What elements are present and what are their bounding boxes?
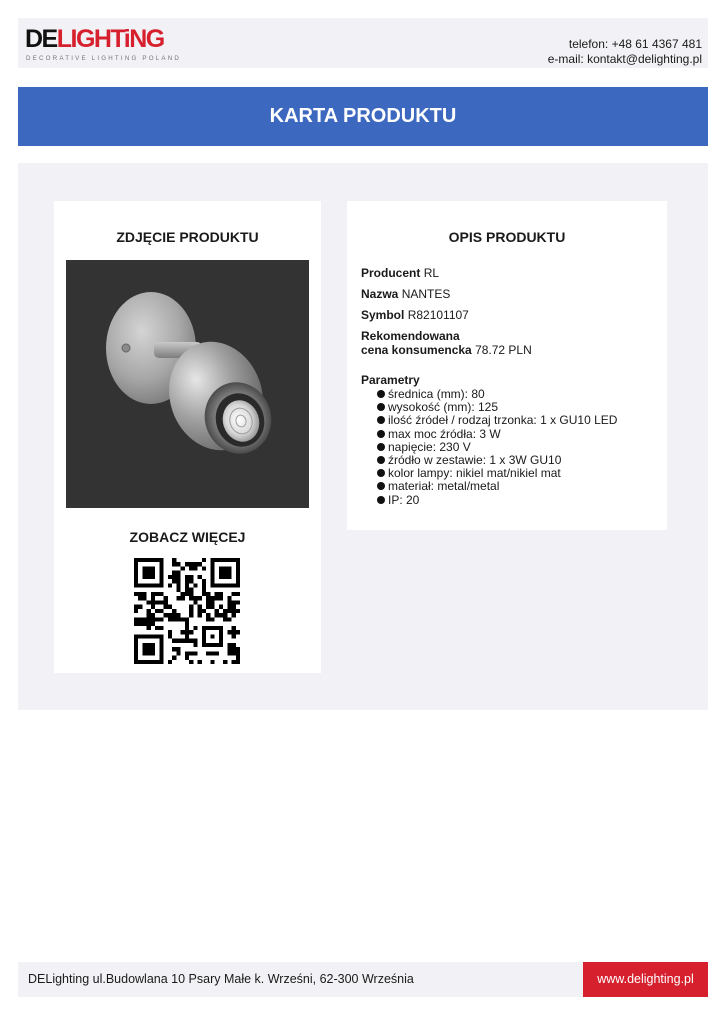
parameter-text: kolor lampy: nikiel mat/nikiel mat [388,466,561,481]
page-title-banner: KARTA PRODUKTU [18,87,708,146]
bullet-icon [377,403,385,411]
bullet-icon [377,443,385,451]
price-label-line2: cena konsumencka [361,343,472,357]
qr-code-icon[interactable] [134,558,240,664]
symbol-value: R82101107 [407,308,469,322]
bullet-icon [377,390,385,398]
price-label-line1: Rekomendowana [361,329,460,343]
website-link[interactable]: www.delighting.pl [583,962,708,997]
parameter-item [377,494,657,507]
name-row [361,287,657,301]
parameter-text: IP: 20 [388,492,420,507]
footer [18,962,708,997]
parameter-text: napięcie: 230 V [388,439,471,454]
parameters-title: Parametry [361,373,420,387]
product-description-panel [347,201,667,530]
name-label: Nazwa [361,287,399,301]
product-media-panel [54,201,321,673]
parameter-text: max moc źródła: 3 W [388,426,501,441]
bullet-icon [377,430,385,438]
logo-wordmark [25,24,164,54]
product-photo[interactable] [66,260,309,508]
bullet-icon [377,482,385,490]
price-value: 78.72 PLN [475,343,532,357]
parameter-text: materiał: metal/metal [388,479,500,494]
footer-address: DELighting ul.Budowlana 10 Psary Małe k. Wrześni, 62-300 Września [28,972,414,986]
producer-row [361,266,657,280]
see-more-title: ZOBACZ WIĘCEJ [129,529,246,545]
product-card [18,163,708,710]
bullet-icon [377,469,385,477]
contact-phone[interactable]: telefon: +48 61 4367 481 [568,37,702,51]
parameters-list [377,388,657,507]
company-logo[interactable] [25,24,185,64]
header [18,18,708,68]
contact-info [548,37,702,67]
photo-section-title: ZDJĘCIE PRODUKTU [116,229,259,245]
price-row [361,329,657,357]
description-body [361,266,657,507]
bullet-icon [377,456,385,464]
parameter-text: średnica (mm): 80 [388,387,485,401]
contact-email[interactable]: e-mail: kontakt@delighting.pl [547,52,702,66]
symbol-row [361,308,657,322]
description-section-title: OPIS PRODUKTU [448,229,566,245]
logo-wordmark-lighting: LIGHTiNG [56,25,164,53]
symbol-label: Symbol [361,308,405,322]
logo-wordmark-de: DE [25,25,57,53]
bullet-icon [377,416,385,424]
logo-tagline: DECORATIVE LIGHTING POLAND [26,55,182,62]
bullet-icon [377,496,385,504]
producer-value: RL [423,266,440,280]
parameter-text: ilość źródeł / rodzaj trzonka: 1 x GU10 LED [388,413,618,428]
producer-label: Producent [361,266,421,280]
parameter-text: wysokość (mm): 125 [388,400,499,415]
name-value: NANTES [401,287,451,301]
lamp-image-icon [66,260,309,508]
parameter-text: źródło w zestawie: 1 x 3W GU10 [388,453,562,468]
